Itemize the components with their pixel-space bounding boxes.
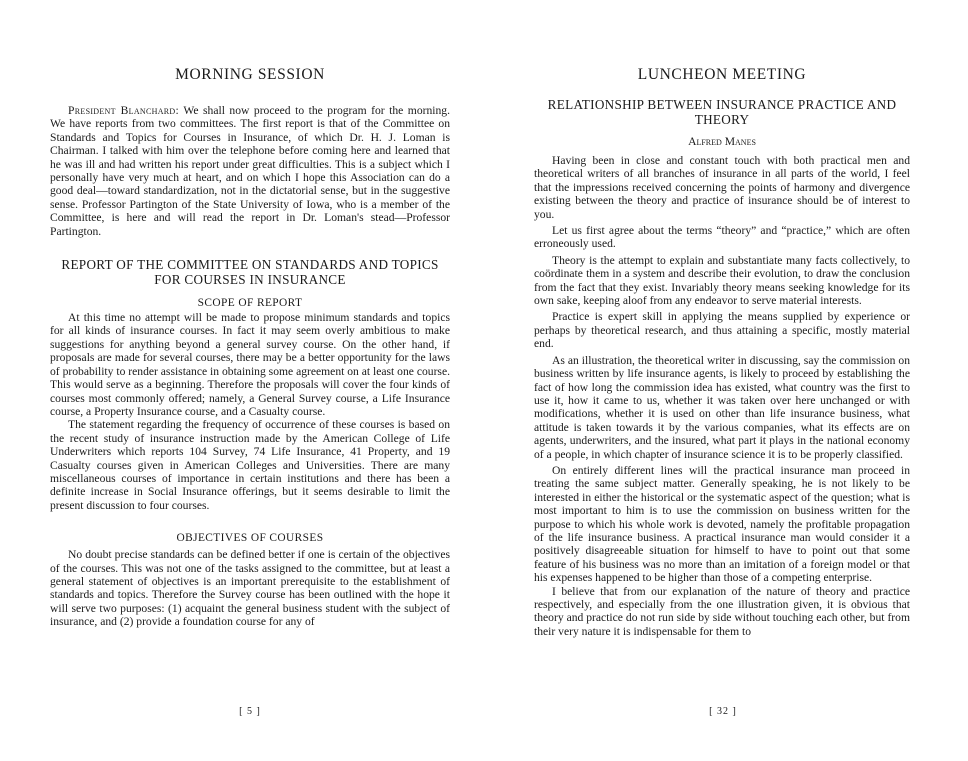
objectives-heading: OBJECTIVES OF COURSES xyxy=(176,532,324,545)
author-name: Alfred Manes xyxy=(688,135,756,148)
article-title: RELATIONSHIP BETWEEN INSURANCE PRACTICE AND THEORY xyxy=(547,97,897,127)
report-title: REPORT OF THE COMMITTEE ON STANDARDS AND TOPICS FOR COURSES IN INSURANCE xyxy=(61,257,439,287)
body-paragraph: As an illustration, the theoretical writer in discussing, say the commission on business written by life insurance agents, is likely to proceed by establishing the fact of how long the commission idea has existed, what country was the first to use it, how it came to us, whether it was taken over here unchanged or with modifications, whether it is used on other than life insurance business, what attitude is taken towards it by the various companies, what its effects are on agents, underwriters, and the insured, what part it plays in the national economy of a people, in which chapter of insurance science it is to be properly classified. xyxy=(534,353,910,461)
scope-paragraph-2: The statement regarding the frequency of occurrence of these courses is based on the recent study of insurance instruction made by the American College of Life Underwriters which reports 104 Survey, 74 Life Insurance, 41 Property, and 19 Casualty courses given in American Colleges and Universities. There are many miscellaneous courses of importance in certain institutions and there has been a definite increase in Social Insurance offerings, but it seems desirable to limit the present discussion to four courses. xyxy=(50,418,450,512)
objectives-paragraph: No doubt precise standards can be defined better if one is certain of the objectives of the courses. This was not one of the tasks assigned to the committee, but at least a general statement of objectives is an important prerequisite to the establishment of standards and topics. Therefore the Survey course has been outlined with the hope it will serve two purposes: (1) acquaint the general business student with the subject of insurance, and (2) provide a foundation course for any of xyxy=(50,548,450,629)
body-paragraph: Let us first agree about the terms “theory” and “practice,” which are often erroneously used. xyxy=(534,224,910,251)
left-page xyxy=(0,0,470,761)
session-title: LUNCHEON MEETING xyxy=(637,66,807,83)
scope-paragraph-1: At this time no attempt will be made to propose minimum standards and topics for all kinds of insurance courses. In fact it may seem overly ambitious to make suggestions for anything beyond a general survey course. On the other hand, if proposals are made for several courses, there may be a better opportunity for the laws of probability to render assistance in obtaining some agreement on at least one course. This would serve as a beginning. Therefore the proposals will cover the four kinds of courses most commonly offered; namely, a General Survey course, a Life Insurance course, a Property Insurance course, and a Casualty course. xyxy=(50,311,450,418)
scope-heading: SCOPE OF REPORT xyxy=(197,297,303,310)
body-paragraph: Practice is expert skill in applying the means supplied by experience or perhaps by theoretical research, and thus attaining a specific, mostly material end. xyxy=(534,310,910,351)
intro-paragraph xyxy=(50,104,450,238)
speaker-name: President Blanchard: xyxy=(68,104,180,117)
session-title: MORNING SESSION xyxy=(175,66,325,83)
body-paragraph: Theory is the attempt to explain and substantiate many facts collectively, to coördinate them in a system and describe their evolution, to draw the conclusion from the fact that they exist. Invariably theory means seeking knowledge for its own sake, keeping aloof from any endeavor to serve material interests. xyxy=(534,253,910,308)
body-paragraph: Having been in close and constant touch with both practical men and theoretical writers of all branches of insurance in all parts of the world, I feel that the impressions received concerning the points of harmony and divergence existing between the theory and practice of insurance should be of interest to you. xyxy=(534,154,910,221)
page-number: [ 32 ] xyxy=(709,706,737,717)
intro-text: We shall now proceed to the program for the morning. We have reports from two committees. The first report is that of the Committee on Standards and Topics for Courses in Insurance, of which Dr. H. J. Loman is Chairman. I talked with him over the telephone before coming here and learned that he was ill and had written his report under great difficulties. This is a subject which I personally have very much at heart, and on which I hope this Association can do a good deal—toward standardization, not in the dictatorial sense, but in the suggestive sense. Professor Partington of the State University of Iowa, who is a member of the Committee, is here and will read the report in Dr. Loman's stead—Professor Partington. xyxy=(50,104,450,238)
right-page xyxy=(488,0,958,761)
body-paragraph: I believe that from our explanation of the nature of theory and practice respectively, and especially from the one illustration given, it is obvious that theory and practice do not run side by side without touching each other, but from their very nature it is indispensable for them to xyxy=(534,584,910,638)
page-number: [ 5 ] xyxy=(239,706,261,717)
body-paragraph: On entirely different lines will the practical insurance man proceed in treating the same subject matter. Generally speaking, he is not likely to be interested in either the historical or the systematic aspect of the question; what is most important to him is to use the commission on business written for the purpose to which his whole work is devoted, namely the profitable propagation of the life insurance business. A practical insurance man would consider it a positively disagreeable situation for himself to have to point out that some feature of his business was no more than an imitation of a foreign model or that his expenses happened to be higher than those of a competing enterprise. xyxy=(534,463,910,585)
